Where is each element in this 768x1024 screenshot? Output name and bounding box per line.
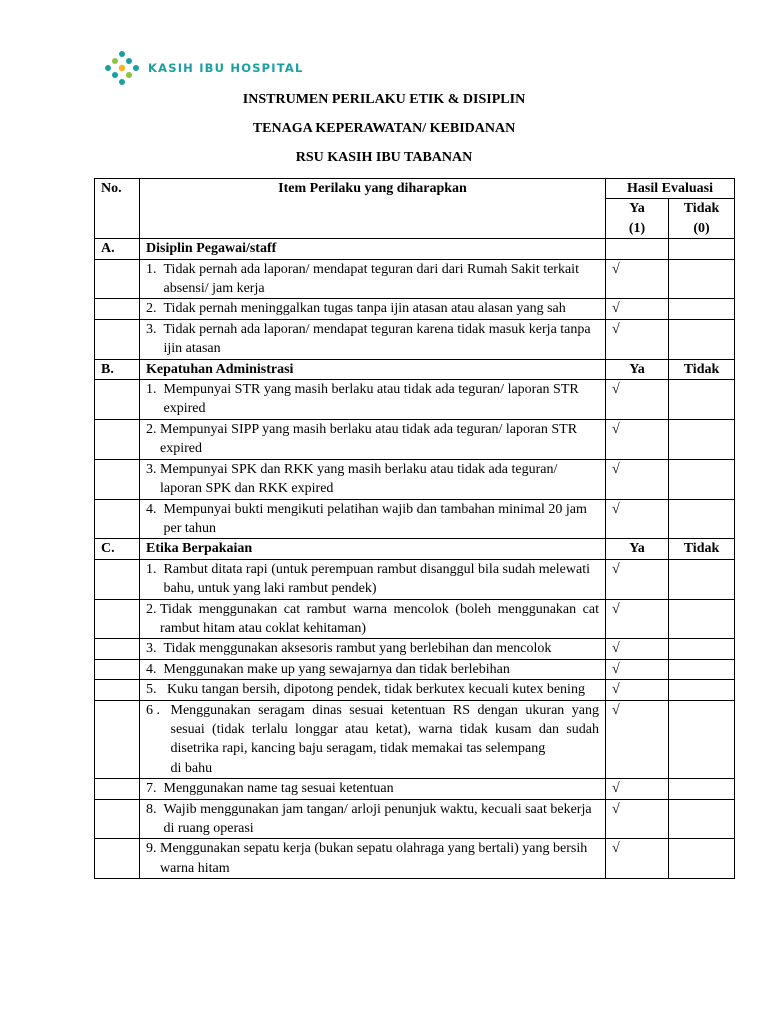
row-item: [140, 700, 606, 779]
row-no: [95, 419, 140, 459]
row-no: [95, 559, 140, 599]
row-no: [95, 259, 140, 299]
table-row: [95, 700, 735, 779]
item-text: Mempunyai STR yang masih berlaku atau tidak ada teguran/ laporan STR expired: [163, 382, 579, 417]
row-no: [95, 659, 140, 679]
check-ya: √: [606, 319, 669, 359]
check-tidak: [669, 639, 735, 659]
section-letter: C.: [95, 539, 140, 559]
table-row: [95, 559, 735, 599]
row-item: [140, 599, 606, 639]
item-text: Mempunyai SPK dan RKK yang masih berlaku atau tidak ada teguran/ laporan SPK dan RKK expired: [160, 461, 558, 497]
item-text: Menggunakan name tag sesuai ketentuan: [163, 781, 394, 797]
section-row: [95, 239, 735, 259]
table-row: [95, 380, 735, 420]
section-title: Disiplin Pegawai/staff: [140, 239, 606, 259]
check-ya: √: [606, 599, 669, 639]
section-title: Kepatuhan Administrasi: [140, 359, 606, 379]
section-tidak-label: Tidak: [669, 539, 735, 559]
row-no: [95, 299, 140, 319]
doc-institution: RSU KASIH IBU TABANAN: [295, 150, 473, 165]
check-ya: √: [606, 659, 669, 679]
item-number: 2.: [146, 601, 160, 617]
header-tidak: Tidak (0): [669, 199, 735, 239]
check-tidak: [669, 259, 735, 299]
item-text: Mempunyai SIPP yang masih berlaku atau tidak ada teguran/ laporan STR expired: [160, 421, 578, 457]
row-item: [140, 799, 606, 839]
row-item: [140, 639, 606, 659]
item-text: Wajib menggunakan jam tangan/ arloji penunjuk waktu, kecuali saat bekerja di ruang operasi: [163, 801, 592, 836]
row-item: [140, 839, 606, 879]
check-ya: √: [606, 700, 669, 779]
header-ya: Ya (1): [606, 199, 669, 239]
header-hasil: Hasil Evaluasi: [606, 179, 735, 199]
check-tidak: [669, 839, 735, 879]
table-row: [95, 319, 735, 359]
check-ya: √: [606, 259, 669, 299]
table-row: [95, 639, 735, 659]
check-ya: √: [606, 299, 669, 319]
check-tidak: [669, 700, 735, 779]
item-text: Tidak menggunakan cat rambut warna mencolok (boleh menggunakan cat rambut hitam atau coklat kehitaman): [160, 601, 599, 636]
row-no: [95, 499, 140, 539]
section-letter: B.: [95, 359, 140, 379]
table-row: [95, 779, 735, 799]
row-item: [140, 659, 606, 679]
check-tidak: [669, 499, 735, 539]
table-row: [95, 299, 735, 319]
section-letter: A.: [95, 239, 140, 259]
row-item: [140, 419, 606, 459]
item-text: Rambut ditata rapi (untuk perempuan rambut disanggul bila sudah melewati bahu, untuk yang laki rambut pendek): [163, 561, 591, 597]
evaluation-table: [94, 178, 735, 879]
logo-flower-icon: [104, 50, 140, 86]
item-number: 4.: [146, 661, 164, 677]
section-ya-label: Ya: [606, 359, 669, 379]
section-row: [95, 539, 735, 559]
check-tidak: [669, 380, 735, 420]
row-item: [140, 559, 606, 599]
section-ya-label: Ya: [606, 539, 669, 559]
table-row: [95, 599, 735, 639]
section-row: [95, 359, 735, 379]
row-no: [95, 599, 140, 639]
item-text: Kuku tangan bersih, dipotong pendek, tidak berkutex kecuali kutex bening: [167, 682, 585, 698]
check-ya: √: [606, 680, 669, 700]
check-ya: √: [606, 559, 669, 599]
table-row: [95, 680, 735, 700]
check-ya: √: [606, 380, 669, 420]
check-tidak: [669, 419, 735, 459]
item-number: 6 .: [146, 702, 171, 718]
row-item: [140, 380, 606, 420]
check-tidak: [669, 319, 735, 359]
item-number: 4.: [146, 501, 164, 517]
row-no: [95, 779, 140, 799]
row-no: [95, 839, 140, 879]
doc-subtitle: TENAGA KEPERAWATAN/ KEBIDANAN: [252, 121, 516, 136]
item-number: 1.: [146, 261, 164, 277]
table-row: [95, 259, 735, 299]
check-ya: √: [606, 639, 669, 659]
check-ya: √: [606, 499, 669, 539]
table-header-row: [95, 179, 735, 199]
item-text: Menggunakan sepatu kerja (bukan sepatu olahraga yang bertali) yang bersih warna hitam: [160, 841, 588, 876]
item-number: 2.: [146, 301, 164, 317]
item-number: 1.: [146, 382, 164, 398]
check-tidak: [669, 779, 735, 799]
hospital-logo: [104, 50, 304, 86]
section-ya-label: [606, 239, 669, 259]
item-number: 5.: [146, 682, 167, 698]
header-no: No.: [95, 179, 140, 239]
check-tidak: [669, 659, 735, 679]
section-tidak-label: Tidak: [669, 359, 735, 379]
row-item: [140, 319, 606, 359]
row-item: [140, 459, 606, 499]
section-title: Etika Berpakaian: [140, 539, 606, 559]
doc-title: INSTRUMEN PERILAKU ETIK & DISIPLIN: [242, 92, 526, 107]
row-no: [95, 380, 140, 420]
item-number: 8.: [146, 801, 164, 817]
row-no: [95, 459, 140, 499]
item-number: 7.: [146, 781, 164, 797]
table-row: [95, 799, 735, 839]
check-tidak: [669, 599, 735, 639]
item-text: Tidak pernah ada laporan/ mendapat teguran dari dari Rumah Sakit terkait absensi/ jam kerja: [163, 261, 579, 297]
row-item: [140, 779, 606, 799]
row-item: [140, 680, 606, 700]
item-text: Tidak pernah ada laporan/ mendapat teguran karena tidak masuk kerja tanpa ijin atasan: [163, 321, 591, 357]
table-row: [95, 419, 735, 459]
table-row: [95, 659, 735, 679]
item-number: 3.: [146, 461, 160, 477]
check-ya: √: [606, 779, 669, 799]
row-no: [95, 680, 140, 700]
row-item: [140, 259, 606, 299]
check-ya: √: [606, 799, 669, 839]
item-text: Tidak pernah meninggalkan tugas tanpa ijin atasan atau alasan yang sah: [163, 301, 566, 317]
row-item: [140, 299, 606, 319]
check-tidak: [669, 559, 735, 599]
check-tidak: [669, 680, 735, 700]
table-row: [95, 839, 735, 879]
item-number: 3.: [146, 641, 164, 657]
check-tidak: [669, 299, 735, 319]
logo-text: KASIH IBU HOSPITAL: [148, 61, 304, 75]
check-ya: √: [606, 419, 669, 459]
section-tidak-label: [669, 239, 735, 259]
row-no: [95, 700, 140, 779]
item-text: Mempunyai bukti mengikuti pelatihan wajib dan tambahan minimal 20 jam per tahun: [163, 501, 587, 536]
item-number: 3.: [146, 321, 164, 337]
check-ya: √: [606, 839, 669, 879]
item-number: 1.: [146, 561, 164, 577]
row-item: [140, 499, 606, 539]
item-text: Menggunakan seragam dinas sesuai ketentuan RS dengan ukuran yang sesuai (tidak terlalu longgar atau ketat), warna tidak kusam dan sudah disetrika rapi, kancing baju seragam, tidak memakai tas selempang di bahu: [170, 702, 599, 776]
item-number: 9.: [146, 841, 160, 857]
row-no: [95, 639, 140, 659]
check-ya: √: [606, 459, 669, 499]
check-tidak: [669, 799, 735, 839]
item-number: 2.: [146, 421, 160, 437]
row-no: [95, 799, 140, 839]
table-row: [95, 459, 735, 499]
table-row: [95, 499, 735, 539]
row-no: [95, 319, 140, 359]
header-item: Item Perilaku yang diharapkan: [140, 179, 606, 239]
item-text: Menggunakan make up yang sewajarnya dan tidak berlebihan: [163, 661, 510, 677]
item-text: Tidak menggunakan aksesoris rambut yang berlebihan dan mencolok: [163, 641, 552, 657]
check-tidak: [669, 459, 735, 499]
